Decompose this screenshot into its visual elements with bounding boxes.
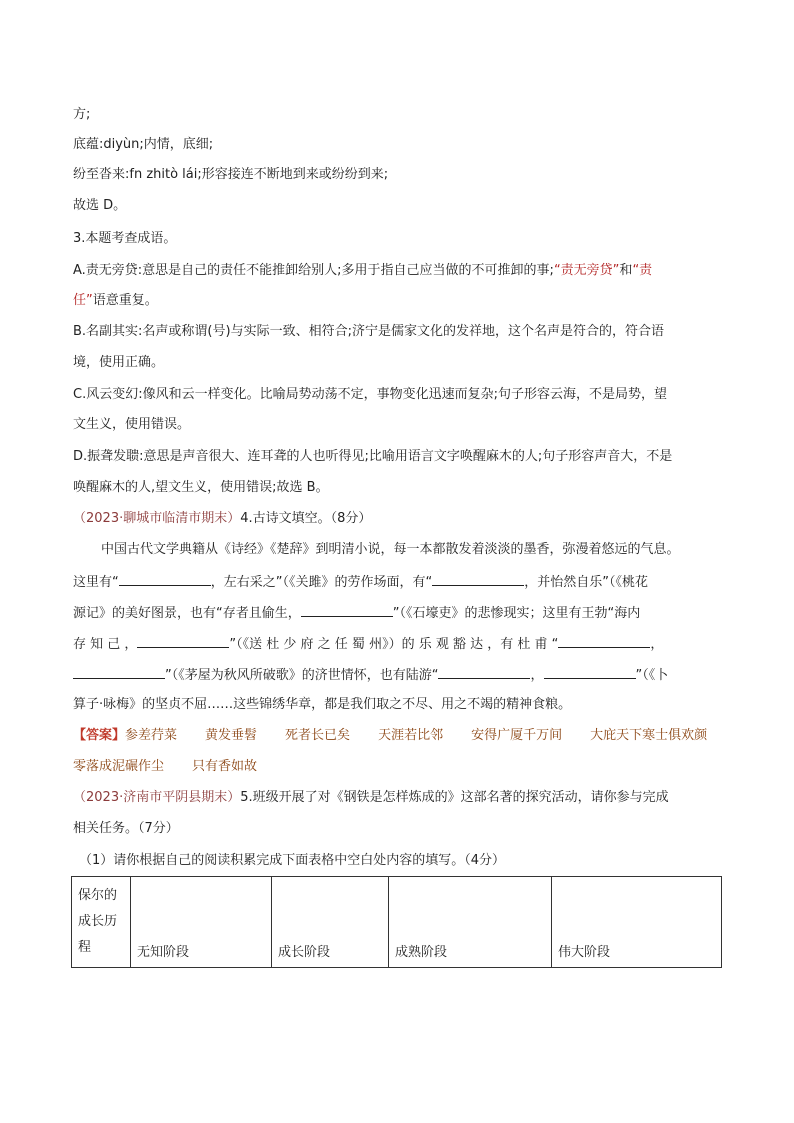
table-header-cell	[72, 877, 131, 968]
text-fragment: ，	[530, 668, 544, 683]
answer-line	[73, 758, 257, 775]
fill-blank	[438, 665, 530, 679]
text-fragment: 这里有“	[73, 575, 119, 590]
stage-cell: 成熟阶段	[389, 877, 552, 968]
text-line: 故选 D。	[73, 198, 127, 213]
text-line	[73, 292, 158, 309]
stage-cell: 成长阶段	[272, 877, 389, 968]
header-line: 成长历程	[78, 914, 118, 955]
text-fragment: ”（《石壕吏》的悲惨现实；这里有王勃“海内	[392, 606, 641, 621]
answer-line	[73, 727, 707, 744]
fill-blank	[558, 634, 650, 648]
answer-item: 只有香如故	[192, 759, 258, 774]
fill-blank	[301, 603, 393, 617]
answer-item: 黄发垂髫	[205, 728, 258, 743]
text-line: D.振聋发聩:意思是声音很大、连耳聋的人也听得见;比喻用语言文字唤醒麻木的人;句子形容声音大，不是	[73, 449, 673, 464]
header-line: 保尔的	[78, 888, 118, 903]
text-line: 底蕴:diyùn;内情，底细;	[73, 137, 214, 152]
sub-question: （1）请你根据自己的阅读积累完成下面表格中空白处内容的填写。（4分）	[79, 853, 506, 868]
answer-tag: 【答案】	[73, 728, 126, 743]
option-a-text: A.责无旁贷:意思是自己的责任不能推卸给别人;多用于指自己应当做的不可推卸的事;	[73, 263, 554, 278]
text-fragment: ”（《茅屋为秋风所破歌》的济世情怀，也有陆游“	[165, 668, 439, 683]
answer-item: 天涯若比邻	[378, 728, 444, 743]
text-line: 唤醒麻木的人,望文生义，使用错误;故选 B。	[73, 480, 329, 495]
text-fragment: 存 知 己 ，	[73, 637, 138, 652]
passage-line	[73, 634, 663, 653]
text-line: 相关任务。（7分）	[73, 821, 179, 836]
text-fragment: 语意重复。	[92, 293, 158, 308]
text-fragment: ”（《送 杜 少 府 之 任 蜀 州》）的 乐 观 豁 达 ，有 杜 甫 “	[229, 637, 559, 652]
question-source: （2023·聊城市临清市期末）	[73, 511, 241, 526]
conjunction: 和	[619, 263, 633, 278]
answer-item: 零落成泥碾作尘	[73, 759, 165, 774]
answer-item: 死者长已矣	[285, 728, 351, 743]
fill-blank	[73, 665, 165, 679]
table-row	[72, 877, 722, 968]
quoted-word-end: 任”	[73, 293, 93, 308]
fill-blank	[137, 634, 229, 648]
text-line	[73, 262, 652, 279]
passage-line	[73, 603, 640, 622]
text-line: 境，使用正确。	[73, 355, 165, 370]
question-5-title	[73, 789, 669, 806]
fill-blank	[119, 572, 211, 586]
answer-item: 大庇天下寒士俱欢颜	[590, 728, 708, 743]
text-fragment: ，左右采之”（《关雎》的劳作场面，有“	[210, 575, 433, 590]
question-title: 5.班级开展了对《钢铁是怎样炼成的》这部名著的探究活动，请你参与完成	[240, 790, 669, 805]
text-line: 方;	[73, 107, 91, 122]
text-line: 文生义，使用错误。	[73, 417, 191, 432]
stage-cell: 无知阶段	[131, 877, 272, 968]
text-fragment: ，	[650, 637, 664, 652]
text-fragment: ”（《卜	[635, 668, 669, 683]
question-title: 4.古诗文填空。（8分）	[240, 511, 372, 526]
text-fragment: ，并怡然自乐”（《桃花	[524, 575, 648, 590]
quoted-word: “责	[632, 263, 653, 278]
text-fragment: 源记》的美好图景，也有“存者且偷生，	[73, 606, 301, 621]
passage-line	[73, 572, 648, 591]
stage-cell: 伟大阶段	[552, 877, 722, 968]
question-source: （2023·济南市平阴县期末）	[73, 790, 241, 805]
passage-line	[73, 665, 668, 684]
fill-blank	[432, 572, 524, 586]
question-4-title	[73, 510, 371, 527]
quoted-idiom: “责无旁贷”	[553, 263, 620, 278]
passage-line: 中国古代文学典籍从《诗经》《楚辞》到明清小说，每一本都散发着淡淡的墨香，弥漫着悠远的气息。	[101, 542, 680, 557]
text-line: 纷至沓来:fn zhitò lái;形容接连不断地到来或纷纷到来;	[73, 167, 389, 182]
fill-blank	[544, 665, 636, 679]
passage-line: 算子·咏梅》的坚贞不屈……这些锦绣华章，都是我们取之不尽、用之不竭的精神食粮。	[73, 697, 572, 712]
text-line: C.风云变幻:像风和云一样变化。比喻局势动荡不定，事物变化迅速而复杂;句子形容云海，不是局势，望	[73, 387, 667, 402]
text-line: 3.本题考查成语。	[73, 231, 177, 246]
answer-item: 安得广厦千万间	[471, 728, 563, 743]
text-line: B.名副其实:名声或称谓(号)与实际一致、相符合;济宁是儒家文化的发祥地，这个名声是符合的，符合语	[73, 324, 664, 339]
answer-item: 参差荇菜	[125, 728, 178, 743]
growth-stages-table	[71, 876, 722, 968]
